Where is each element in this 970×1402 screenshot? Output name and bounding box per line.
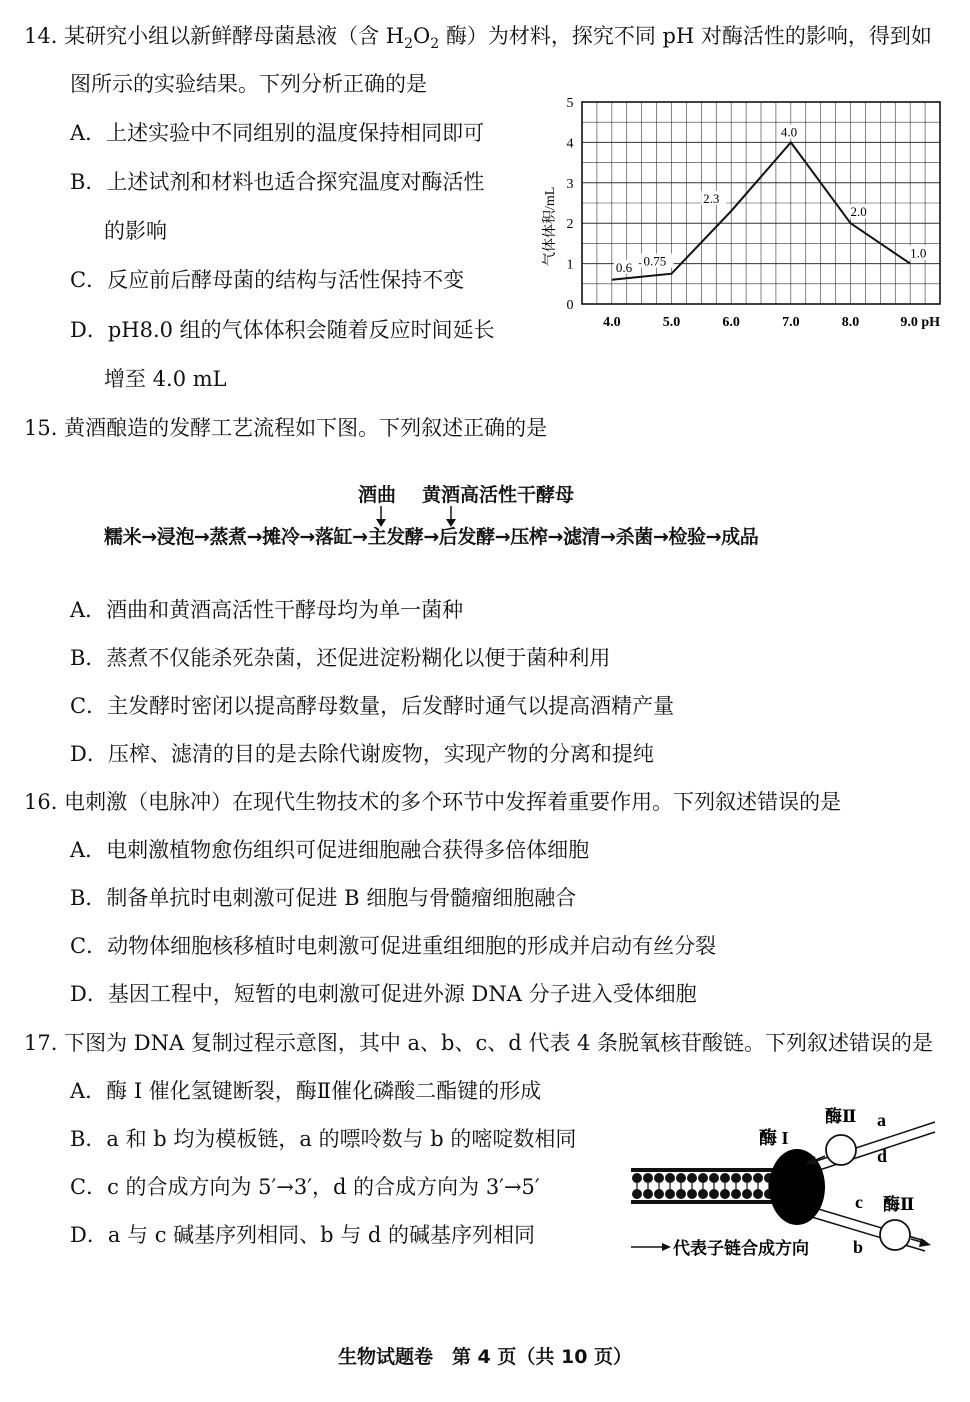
- flow-top-label-1: 酒曲: [358, 484, 397, 506]
- x-tick-label: 5.0: [662, 315, 681, 330]
- base-dot: [687, 1173, 697, 1183]
- y-tick-label: 0: [566, 298, 574, 313]
- q14-option-b-line2: 的影响: [104, 219, 167, 243]
- base-dot: [731, 1173, 741, 1183]
- base-dot: [676, 1173, 686, 1183]
- data-label: 0.75: [643, 253, 667, 269]
- q14-stem-part1: 某研究小组以新鲜酵母菌悬液（含 H: [64, 24, 405, 48]
- base-dot: [665, 1173, 675, 1183]
- q15-option-b: B．蒸煮不仅能杀死杂菌，还促进淀粉糊化以便于菌种利用: [70, 646, 611, 670]
- fermentation-flow: 糯米→浸泡→蒸煮→摊冷→落缸→主发酵→后发酵→压榨→滤清→杀菌→检验→成品: [104, 526, 759, 548]
- base-dot: [632, 1173, 642, 1183]
- q14-option-a: A．上述实验中不同组别的温度保持相同即可: [70, 121, 485, 145]
- base-dot: [720, 1173, 730, 1183]
- q17-stem: [24, 1029, 933, 1057]
- arrow-lower-synthesis-head: [919, 1238, 931, 1247]
- q16-option-a: A．电刺激植物愈伤组织可促进细胞融合获得多倍体细胞: [70, 838, 590, 862]
- q14-sub2: 2: [430, 36, 440, 53]
- base-dot: [687, 1189, 697, 1199]
- q15-option-a: A．酒曲和黄酒高活性干酵母均为单一菌种: [70, 598, 464, 622]
- x-tick-label: 4.0: [603, 315, 621, 330]
- legend-text: 代表子链合成方向: [673, 1239, 809, 1259]
- base-dot: [676, 1189, 686, 1199]
- q16-option-c: C．动物体细胞核移植时电刺激可促进重组细胞的形成并启动有丝分裂: [70, 934, 717, 958]
- y-tick-label: 5: [566, 96, 574, 111]
- q17-option-d: D．a 与 c 碱基序列相同、b 与 d 的碱基序列相同: [70, 1223, 536, 1247]
- q16-stem-text: 电刺激（电脉冲）在现代生物技术的多个环节中发挥着重要作用。下列叙述错误的是: [64, 790, 842, 814]
- base-dot: [665, 1189, 675, 1199]
- parent-dna-ladder: [631, 1170, 775, 1202]
- q14-option-b-line1: B．上述试剂和材料也适合探究温度对酶活性: [70, 170, 485, 194]
- base-dot: [731, 1189, 741, 1199]
- base-dot: [643, 1173, 653, 1183]
- enzyme-2-lower: [880, 1220, 910, 1250]
- y-tick-label: 3: [566, 176, 574, 192]
- q17-option-a: A．酶 I 催化氢键断裂，酶Ⅱ催化磷酸二酯键的形成: [70, 1079, 542, 1103]
- x-tick-label: 7.0: [782, 315, 800, 330]
- x-tick-label: 9.0 pH: [900, 315, 941, 330]
- data-label: 2.3: [703, 191, 720, 207]
- data-label: 1.0: [910, 245, 927, 261]
- q14-number: 14.: [24, 24, 58, 48]
- y-axis-label: 气体体积/mL: [543, 186, 558, 266]
- q14-sub1: 2: [404, 36, 414, 53]
- data-label: 0.6: [615, 259, 633, 275]
- q14-stem-line1: [24, 22, 932, 53]
- base-dot: [753, 1173, 763, 1183]
- y-tick-label: 1: [566, 257, 574, 273]
- base-dot: [632, 1189, 642, 1199]
- base-dot: [643, 1189, 653, 1199]
- base-dot: [742, 1189, 752, 1199]
- q14-stem-line2: 图所示的实验结果。下列分析正确的是: [70, 72, 427, 96]
- label-d: d: [877, 1146, 888, 1166]
- q15-option-d: D．压榨、滤清的目的是去除代谢废物，实现产物的分离和提纯: [70, 742, 654, 766]
- chart-ticks: [567, 96, 941, 330]
- base-dot: [753, 1189, 763, 1199]
- base-dot: [709, 1173, 719, 1183]
- x-tick-label: 8.0: [841, 315, 860, 330]
- base-dot: [742, 1173, 752, 1183]
- data-label: 2.0: [850, 204, 867, 220]
- q17-number: 17.: [24, 1031, 58, 1055]
- q15-stem: [24, 414, 547, 442]
- y-tick-label: 2: [566, 217, 574, 233]
- chart-data-labels: [614, 124, 933, 274]
- q16-number: 16.: [24, 790, 58, 814]
- base-dot: [698, 1173, 708, 1183]
- q16-option-d: D．基因工程中，短暂的电刺激可促进外源 DNA 分子进入受体细胞: [70, 982, 697, 1006]
- q16-stem: [24, 788, 841, 816]
- q15-number: 15.: [24, 416, 58, 440]
- q17-stem-text: 下图为 DNA 复制过程示意图，其中 a、b、c、d 代表 4 条脱氧核苷酸链。下列叙述错误的是: [64, 1031, 934, 1055]
- data-label: 4.0: [780, 124, 798, 140]
- base-dot: [698, 1189, 708, 1199]
- q14-option-d-line1: D．pH8.0 组的气体体积会随着反应时间延长: [70, 318, 495, 342]
- q14-option-d-line2: 增至 4.0 mL: [104, 367, 227, 391]
- base-dot: [720, 1189, 730, 1199]
- x-tick-label: 6.0: [722, 315, 740, 330]
- base-dot: [709, 1189, 719, 1199]
- q14-stem-part3: 酶）为材料，探究不同 pH 对酶活性的影响，得到如: [439, 24, 932, 48]
- base-dot: [654, 1189, 664, 1199]
- legend-arrow-head: [662, 1243, 671, 1251]
- q15-stem-text: 黄酒酿造的发酵工艺流程如下图。下列叙述正确的是: [64, 416, 548, 440]
- q17-option-b: B．a 和 b 均为模板链，a 的嘌呤数与 b 的嘧啶数相同: [70, 1127, 577, 1151]
- ph-gas-volume-chart: [530, 88, 950, 338]
- enzyme-2-upper: [826, 1135, 856, 1165]
- label-enzyme-2-top: 酶Ⅱ: [825, 1107, 857, 1126]
- label-a: a: [877, 1110, 886, 1130]
- base-dot: [654, 1173, 664, 1183]
- q16-option-b: B．制备单抗时电刺激可促进 B 细胞与骨髓瘤细胞融合: [70, 886, 577, 910]
- dna-replication-diagram: [625, 1098, 955, 1273]
- q15-option-c: C．主发酵时密闭以提高酵母数量，后发酵时通气以提高酒精产量: [70, 694, 675, 718]
- q17-option-c: C．c 的合成方向为 5′→3′，d 的合成方向为 3′→5′: [70, 1175, 540, 1199]
- q14-option-c: C．反应前后酵母菌的结构与活性保持不变: [70, 268, 465, 292]
- q14-stem-part2: O: [413, 24, 431, 48]
- label-c: c: [855, 1192, 863, 1212]
- y-tick-label: 4: [566, 136, 574, 152]
- flow-top-label-2: 黄酒高活性干酵母: [422, 484, 575, 506]
- page-footer: 生物试题卷 第 4 页（共 10 页）: [337, 1346, 633, 1368]
- label-enzyme-1: 酶 I: [759, 1128, 789, 1148]
- label-enzyme-2-bottom: 酶Ⅱ: [883, 1195, 915, 1214]
- label-b: b: [853, 1237, 864, 1257]
